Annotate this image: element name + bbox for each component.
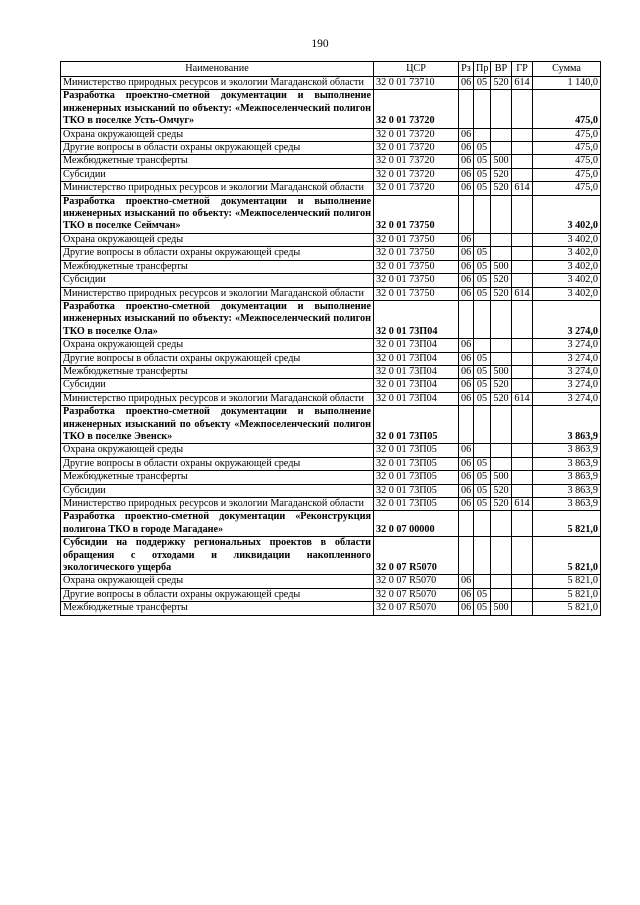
cell-pr: 05 [474, 498, 491, 511]
cell-name: Другие вопросы в области охраны окружающей среды [61, 247, 374, 260]
cell-rz: 06 [459, 484, 474, 497]
cell-rz: 06 [459, 233, 474, 246]
cell-name: Другие вопросы в области охраны окружающей среды [61, 457, 374, 470]
cell-gr [512, 537, 533, 575]
cell-vr [491, 128, 512, 141]
cell-sum: 3 274,0 [533, 352, 601, 365]
cell-pr: 05 [474, 392, 491, 405]
cell-rz: 06 [459, 575, 474, 588]
cell-rz: 06 [459, 602, 474, 615]
cell-vr: 500 [491, 260, 512, 273]
cell-name: Охрана окружающей среды [61, 128, 374, 141]
table-row [61, 406, 601, 444]
cell-sum: 3 274,0 [533, 379, 601, 392]
cell-sum: 3 863,9 [533, 406, 601, 444]
cell-sum: 1 140,0 [533, 77, 601, 90]
cell-rz: 06 [459, 379, 474, 392]
cell-sum: 3 863,9 [533, 444, 601, 457]
cell-pr [474, 233, 491, 246]
cell-gr [512, 575, 533, 588]
cell-rz [459, 90, 474, 128]
cell-vr [491, 142, 512, 155]
table-row [61, 128, 601, 141]
cell-gr [512, 155, 533, 168]
cell-gr [512, 379, 533, 392]
table-row [61, 457, 601, 470]
table-row [61, 352, 601, 365]
cell-pr [474, 537, 491, 575]
table-header-row [61, 62, 601, 77]
table-row [61, 484, 601, 497]
cell-csr: 32 0 01 73750 [374, 287, 459, 300]
cell-pr: 05 [474, 588, 491, 601]
cell-name: Другие вопросы в области охраны окружающей среды [61, 142, 374, 155]
cell-sum: 3 274,0 [533, 365, 601, 378]
cell-gr [512, 233, 533, 246]
cell-gr [512, 195, 533, 233]
cell-gr: 614 [512, 182, 533, 195]
cell-pr: 05 [474, 379, 491, 392]
cell-gr [512, 128, 533, 141]
table-row [61, 155, 601, 168]
cell-rz: 06 [459, 260, 474, 273]
cell-vr: 500 [491, 602, 512, 615]
cell-sum: 3 863,9 [533, 484, 601, 497]
cell-gr [512, 484, 533, 497]
cell-vr [491, 247, 512, 260]
cell-rz: 06 [459, 339, 474, 352]
cell-pr [474, 444, 491, 457]
cell-gr [512, 365, 533, 378]
cell-sum: 475,0 [533, 168, 601, 181]
cell-rz: 06 [459, 182, 474, 195]
table-row [61, 168, 601, 181]
cell-csr: 32 0 01 73720 [374, 182, 459, 195]
cell-vr [491, 406, 512, 444]
cell-rz [459, 537, 474, 575]
cell-csr: 32 0 01 73П05 [374, 484, 459, 497]
cell-gr [512, 444, 533, 457]
cell-pr [474, 511, 491, 537]
cell-vr: 500 [491, 365, 512, 378]
cell-gr [512, 247, 533, 260]
cell-pr: 05 [474, 247, 491, 260]
table-row [61, 339, 601, 352]
cell-name: Субсидии [61, 274, 374, 287]
cell-sum: 475,0 [533, 155, 601, 168]
cell-gr [512, 457, 533, 470]
cell-sum: 5 821,0 [533, 575, 601, 588]
cell-pr [474, 406, 491, 444]
cell-pr: 05 [474, 274, 491, 287]
cell-vr [491, 575, 512, 588]
cell-rz [459, 406, 474, 444]
cell-name: Охрана окружающей среды [61, 339, 374, 352]
cell-gr [512, 274, 533, 287]
cell-name: Министерство природных ресурсов и экологии Магаданской области [61, 392, 374, 405]
cell-name: Межбюджетные трансферты [61, 365, 374, 378]
cell-sum: 3 402,0 [533, 195, 601, 233]
table-row [61, 498, 601, 511]
cell-pr [474, 195, 491, 233]
cell-pr: 05 [474, 142, 491, 155]
table-row [61, 274, 601, 287]
cell-csr: 32 0 01 73720 [374, 128, 459, 141]
table-row [61, 379, 601, 392]
cell-rz: 06 [459, 498, 474, 511]
table-row [61, 233, 601, 246]
cell-rz: 06 [459, 142, 474, 155]
cell-sum: 5 821,0 [533, 588, 601, 601]
cell-name: Субсидии на поддержку региональных проектов в области обращения с отходами и ликвидации накопленного экологического ущерба [61, 537, 374, 575]
cell-rz: 06 [459, 128, 474, 141]
cell-vr: 520 [491, 379, 512, 392]
cell-pr: 05 [474, 260, 491, 273]
cell-sum: 475,0 [533, 128, 601, 141]
cell-sum: 3 402,0 [533, 274, 601, 287]
cell-csr: 32 0 01 73П04 [374, 365, 459, 378]
cell-name: Министерство природных ресурсов и экологии Магаданской области [61, 287, 374, 300]
table-row [61, 182, 601, 195]
table-row [61, 77, 601, 90]
cell-pr: 05 [474, 471, 491, 484]
cell-rz [459, 195, 474, 233]
cell-vr: 520 [491, 287, 512, 300]
cell-pr: 05 [474, 365, 491, 378]
cell-csr: 32 0 01 73720 [374, 90, 459, 128]
table-row [61, 365, 601, 378]
cell-pr [474, 128, 491, 141]
table-body [61, 77, 601, 616]
cell-gr [512, 300, 533, 338]
cell-name: Межбюджетные трансферты [61, 471, 374, 484]
cell-name: Министерство природных ресурсов и экологии Магаданской области [61, 498, 374, 511]
table-row [61, 444, 601, 457]
cell-vr: 520 [491, 182, 512, 195]
cell-sum: 475,0 [533, 182, 601, 195]
cell-name: Субсидии [61, 168, 374, 181]
cell-csr: 32 0 01 73П04 [374, 352, 459, 365]
cell-name: Разработка проектно-сметной документации и выполнение инженерных изысканий по объекту «Межпоселенческий полигон ТКО в поселке Эвенск» [61, 406, 374, 444]
cell-vr [491, 195, 512, 233]
cell-csr: 32 0 01 73П04 [374, 392, 459, 405]
cell-gr [512, 90, 533, 128]
header-csr: ЦСР [374, 62, 459, 77]
cell-rz: 06 [459, 274, 474, 287]
table-row [61, 392, 601, 405]
header-rz: Рз [459, 62, 474, 77]
cell-gr: 614 [512, 392, 533, 405]
cell-vr: 520 [491, 168, 512, 181]
cell-csr: 32 0 01 73720 [374, 168, 459, 181]
cell-vr: 520 [491, 498, 512, 511]
cell-vr: 500 [491, 471, 512, 484]
cell-sum: 3 274,0 [533, 339, 601, 352]
cell-sum: 475,0 [533, 142, 601, 155]
table-row [61, 471, 601, 484]
cell-pr: 05 [474, 457, 491, 470]
cell-gr [512, 260, 533, 273]
cell-gr [512, 168, 533, 181]
cell-vr [491, 588, 512, 601]
header-pr: Пр [474, 62, 491, 77]
cell-gr: 614 [512, 77, 533, 90]
cell-sum: 5 821,0 [533, 511, 601, 537]
cell-gr [512, 588, 533, 601]
cell-vr [491, 511, 512, 537]
table-row [61, 195, 601, 233]
cell-gr [512, 352, 533, 365]
cell-vr [491, 537, 512, 575]
cell-pr [474, 575, 491, 588]
cell-name: Межбюджетные трансферты [61, 602, 374, 615]
cell-vr [491, 444, 512, 457]
table-row [61, 602, 601, 615]
cell-name: Другие вопросы в области охраны окружающей среды [61, 352, 374, 365]
cell-sum: 3 863,9 [533, 457, 601, 470]
cell-vr [491, 90, 512, 128]
cell-gr [512, 471, 533, 484]
cell-rz: 06 [459, 457, 474, 470]
cell-rz: 06 [459, 168, 474, 181]
cell-vr: 520 [491, 274, 512, 287]
cell-name: Охрана окружающей среды [61, 444, 374, 457]
cell-name: Межбюджетные трансферты [61, 155, 374, 168]
cell-pr: 05 [474, 352, 491, 365]
cell-csr: 32 0 07 00000 [374, 511, 459, 537]
cell-csr: 32 0 01 73П05 [374, 471, 459, 484]
cell-name: Министерство природных ресурсов и экологии Магаданской области [61, 182, 374, 195]
cell-csr: 32 0 01 73П05 [374, 444, 459, 457]
cell-vr [491, 339, 512, 352]
cell-sum: 3 274,0 [533, 392, 601, 405]
table-row [61, 142, 601, 155]
cell-vr: 520 [491, 392, 512, 405]
cell-gr: 614 [512, 287, 533, 300]
cell-csr: 32 0 01 73П05 [374, 406, 459, 444]
header-gr: ГР [512, 62, 533, 77]
header-sum: Сумма [533, 62, 601, 77]
cell-csr: 32 0 01 73750 [374, 274, 459, 287]
table-row [61, 260, 601, 273]
cell-csr: 32 0 01 73П05 [374, 457, 459, 470]
cell-sum: 3 863,9 [533, 498, 601, 511]
cell-gr [512, 511, 533, 537]
cell-rz: 06 [459, 588, 474, 601]
cell-rz: 06 [459, 392, 474, 405]
table-row [61, 588, 601, 601]
cell-sum: 3 863,9 [533, 471, 601, 484]
cell-gr [512, 142, 533, 155]
header-vr: ВР [491, 62, 512, 77]
cell-pr [474, 339, 491, 352]
cell-csr: 32 0 01 73П04 [374, 339, 459, 352]
page-number: 190 [311, 38, 329, 50]
cell-name: Субсидии [61, 484, 374, 497]
cell-pr: 05 [474, 602, 491, 615]
cell-pr: 05 [474, 155, 491, 168]
cell-csr: 32 0 01 73П04 [374, 379, 459, 392]
cell-name: Разработка проектно-сметной документации и выполнение инженерных изысканий по объекту: «Межпоселенческий полигон ТКО в поселке Сеймчан» [61, 195, 374, 233]
cell-rz [459, 511, 474, 537]
table-row [61, 247, 601, 260]
cell-rz: 06 [459, 444, 474, 457]
cell-name: Межбюджетные трансферты [61, 260, 374, 273]
budget-table [60, 61, 601, 616]
cell-gr [512, 406, 533, 444]
cell-pr: 05 [474, 287, 491, 300]
cell-name: Субсидии [61, 379, 374, 392]
cell-sum: 3 402,0 [533, 247, 601, 260]
cell-pr: 05 [474, 484, 491, 497]
cell-csr: 32 0 07 R5070 [374, 588, 459, 601]
cell-rz: 06 [459, 77, 474, 90]
cell-pr [474, 300, 491, 338]
cell-rz: 06 [459, 155, 474, 168]
cell-name: Разработка проектно-сметной документации и выполнение инженерных изысканий по объекту: «Межпоселенческий полигон ТКО в поселке Усть-Омчуг» [61, 90, 374, 128]
cell-vr: 500 [491, 155, 512, 168]
cell-csr: 32 0 01 73П04 [374, 300, 459, 338]
table-row [61, 90, 601, 128]
cell-csr: 32 0 01 73720 [374, 155, 459, 168]
cell-csr: 32 0 01 73720 [374, 142, 459, 155]
cell-rz: 06 [459, 352, 474, 365]
cell-rz: 06 [459, 365, 474, 378]
header-name: Наименование [61, 62, 374, 77]
table-row [61, 575, 601, 588]
cell-sum: 3 402,0 [533, 233, 601, 246]
cell-sum: 3 402,0 [533, 260, 601, 273]
cell-pr: 05 [474, 77, 491, 90]
cell-vr [491, 233, 512, 246]
table-row [61, 287, 601, 300]
cell-name: Разработка проектно-сметной документации и выполнение инженерных изысканий по объекту: «Межпоселенческий полигон ТКО в поселке Ола» [61, 300, 374, 338]
cell-sum: 475,0 [533, 90, 601, 128]
table-row [61, 511, 601, 537]
cell-name: Другие вопросы в области охраны окружающей среды [61, 588, 374, 601]
cell-gr [512, 339, 533, 352]
cell-vr [491, 300, 512, 338]
cell-csr: 32 0 01 73П05 [374, 498, 459, 511]
cell-sum: 5 821,0 [533, 602, 601, 615]
table-row [61, 300, 601, 338]
cell-name: Охрана окружающей среды [61, 233, 374, 246]
cell-pr: 05 [474, 168, 491, 181]
cell-rz: 06 [459, 471, 474, 484]
cell-csr: 32 0 01 73750 [374, 260, 459, 273]
cell-pr [474, 90, 491, 128]
cell-gr [512, 602, 533, 615]
cell-csr: 32 0 01 73710 [374, 77, 459, 90]
cell-csr: 32 0 07 R5070 [374, 602, 459, 615]
cell-sum: 5 821,0 [533, 537, 601, 575]
cell-csr: 32 0 01 73750 [374, 247, 459, 260]
cell-rz: 06 [459, 247, 474, 260]
cell-rz: 06 [459, 287, 474, 300]
cell-csr: 32 0 01 73750 [374, 195, 459, 233]
cell-csr: 32 0 07 R5070 [374, 537, 459, 575]
cell-gr: 614 [512, 498, 533, 511]
table-row [61, 537, 601, 575]
cell-sum: 3 402,0 [533, 287, 601, 300]
cell-name: Министерство природных ресурсов и экологии Магаданской области [61, 77, 374, 90]
cell-csr: 32 0 07 R5070 [374, 575, 459, 588]
cell-vr: 520 [491, 484, 512, 497]
cell-name: Охрана окружающей среды [61, 575, 374, 588]
cell-vr [491, 352, 512, 365]
cell-vr [491, 457, 512, 470]
cell-rz [459, 300, 474, 338]
cell-csr: 32 0 01 73750 [374, 233, 459, 246]
cell-vr: 520 [491, 77, 512, 90]
cell-sum: 3 274,0 [533, 300, 601, 338]
cell-name: Разработка проектно-сметной документации «Реконструкция полигона ТКО в городе Магадане» [61, 511, 374, 537]
cell-pr: 05 [474, 182, 491, 195]
